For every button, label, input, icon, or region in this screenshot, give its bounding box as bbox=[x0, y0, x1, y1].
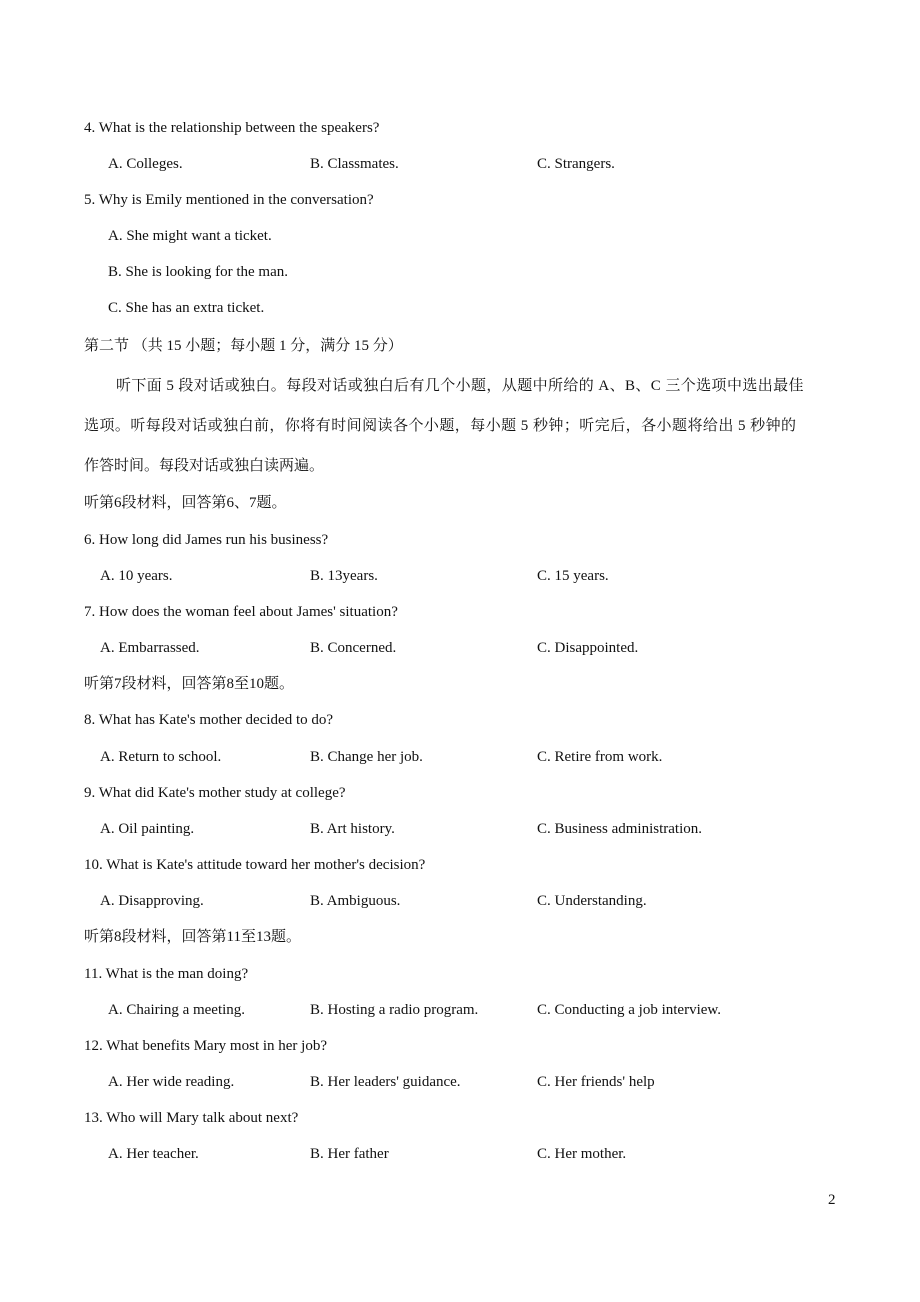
question-8-option-b: B. Change her job. bbox=[310, 749, 423, 765]
question-7-option-a: A. Embarrassed. bbox=[100, 640, 200, 656]
question-6-option-a: A. 10 years. bbox=[100, 568, 173, 584]
material-8-heading: 听第8段材料，回答第11至13题。 bbox=[84, 929, 301, 945]
question-6-option-c: C. 15 years. bbox=[537, 568, 609, 584]
question-10-option-c: C. Understanding. bbox=[537, 893, 647, 909]
question-11-option-c: C. Conducting a job interview. bbox=[537, 1002, 721, 1018]
section-2-instructions-line-2: 选项。听每段对话或独白前，你将有时间阅读各个小题，每小题 5 秒钟；听完后，各小题将给出 5 秒钟的 bbox=[84, 418, 797, 434]
question-6-option-b: B. 13years. bbox=[310, 568, 378, 584]
question-8-option-c: C. Retire from work. bbox=[537, 749, 663, 765]
question-5-stem: 5. Why is Emily mentioned in the conversation? bbox=[84, 192, 374, 208]
section-2-heading: 第二节 （共 15 小题；每小题 1 分，满分 15 分） bbox=[84, 338, 403, 354]
question-9-stem: 9. What did Kate's mother study at college? bbox=[84, 785, 346, 801]
question-12-option-c: C. Her friends' help bbox=[537, 1074, 655, 1090]
question-13-option-c: C. Her mother. bbox=[537, 1146, 627, 1162]
question-13-stem: 13. Who will Mary talk about next? bbox=[84, 1110, 299, 1126]
question-13-option-b: B. Her father bbox=[310, 1146, 389, 1162]
question-4-option-a: A. Colleges. bbox=[108, 156, 183, 172]
question-9-option-a: A. Oil painting. bbox=[100, 821, 195, 837]
question-11-option-a: A. Chairing a meeting. bbox=[108, 1002, 246, 1018]
question-7-option-c: C. Disappointed. bbox=[537, 640, 639, 656]
question-12-option-b: B. Her leaders' guidance. bbox=[310, 1074, 461, 1090]
question-7-option-b: B. Concerned. bbox=[310, 640, 397, 656]
question-10-option-b: B. Ambiguous. bbox=[310, 893, 401, 909]
question-9-option-b: B. Art history. bbox=[310, 821, 395, 837]
question-12-option-a: A. Her wide reading. bbox=[108, 1074, 235, 1090]
question-10-stem: 10. What is Kate's attitude toward her mother's decision? bbox=[84, 857, 426, 873]
question-5-option-a: A. She might want a ticket. bbox=[108, 228, 272, 244]
material-6-heading: 听第6段材料，回答第6、7题。 bbox=[84, 495, 287, 511]
question-4-stem: 4. What is the relationship between the speakers? bbox=[84, 120, 380, 136]
question-8-stem: 8. What has Kate's mother decided to do? bbox=[84, 712, 334, 728]
section-2-instructions-line-3: 作答时间。每段对话或独白读两遍。 bbox=[84, 458, 325, 474]
question-6-stem: 6. How long did James run his business? bbox=[84, 532, 329, 548]
page-number: 2 bbox=[828, 1192, 836, 1208]
section-2-instructions-line-1: 听下面 5 段对话或独白。每段对话或独白后有几个小题，从题中所给的 A、B、C 三个选项中选出最佳 bbox=[116, 378, 804, 394]
question-7-stem: 7. How does the woman feel about James' situation? bbox=[84, 604, 398, 620]
question-12-stem: 12. What benefits Mary most in her job? bbox=[84, 1038, 328, 1054]
material-7-heading: 听第7段材料，回答第8至10题。 bbox=[84, 676, 295, 692]
question-13-option-a: A. Her teacher. bbox=[108, 1146, 199, 1162]
question-4-option-b: B. Classmates. bbox=[310, 156, 399, 172]
question-5-option-b: B. She is looking for the man. bbox=[108, 264, 288, 280]
question-11-stem: 11. What is the man doing? bbox=[84, 966, 249, 982]
question-11-option-b: B. Hosting a radio program. bbox=[310, 1002, 479, 1018]
question-4-option-c: C. Strangers. bbox=[537, 156, 615, 172]
question-8-option-a: A. Return to school. bbox=[100, 749, 222, 765]
question-5-option-c: C. She has an extra ticket. bbox=[108, 300, 265, 316]
question-9-option-c: C. Business administration. bbox=[537, 821, 702, 837]
question-10-option-a: A. Disapproving. bbox=[100, 893, 204, 909]
